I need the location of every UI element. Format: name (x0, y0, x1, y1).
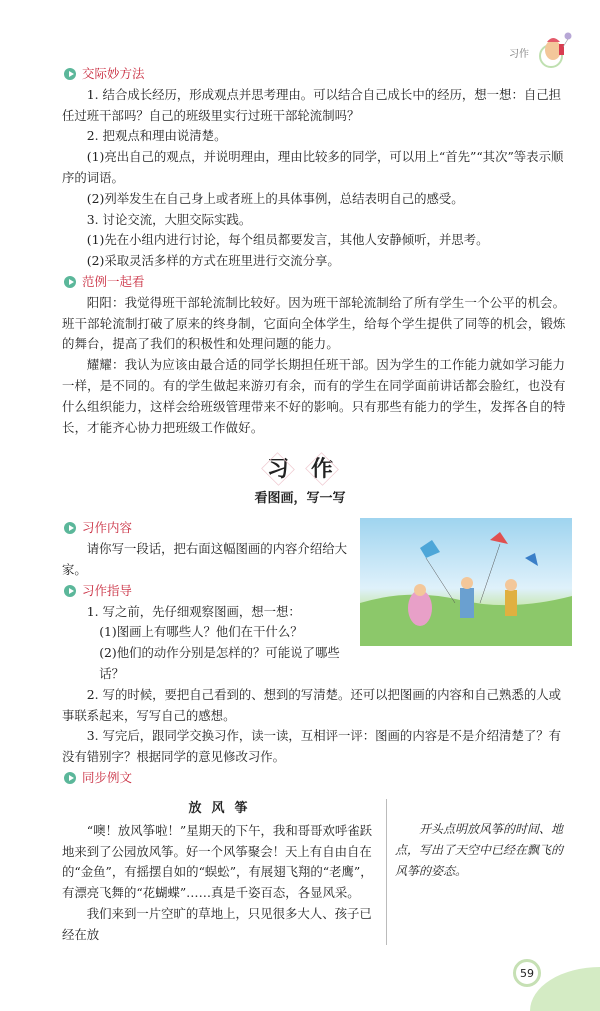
section-communication-tips (62, 64, 572, 438)
heading-text: 同步例文 (82, 769, 133, 785)
paragraph: (2)列举发生在自己身上或者班上的具体事例，总结表明自己的感受。 (86, 190, 464, 206)
paragraph: 3. 写完后，跟同学交换习作，读一读，互相评一评：图画的内容是不是介绍清楚了？有没有错别字？根据同学的意见修改习作。 (62, 728, 562, 765)
margin-note: 开头点明放风筝的时间、地点，写出了天空中已经在飘飞的风筝的姿态。 (386, 799, 572, 946)
play-bullet-icon (64, 276, 76, 288)
section-heading (62, 272, 572, 293)
play-bullet-icon (64, 68, 76, 80)
heading-text: 交际妙方法 (82, 66, 145, 81)
section-heading (62, 768, 572, 789)
paragraph: 1. 结合成长经历，形成观点并思考理由。可以结合自己成长中的经历，想一想：自己担任过班干部吗？自己的班级里实行过班干部轮流制吗？ (62, 86, 562, 123)
paragraph: (2)采取灵活多样的方式在班里进行交流分享。 (86, 253, 340, 269)
play-bullet-icon (64, 772, 76, 784)
paragraph: (1)亮出自己的观点，并说明理由，理由比较多的同学，可以用上“首先”“其次”等表示顺序的词语。 (62, 149, 564, 185)
title-char: 作 (302, 450, 342, 488)
section-heading (62, 581, 572, 602)
page-title (62, 450, 538, 488)
paragraph: 耀耀：我认为应该由最合适的同学长期担任班干部。因为学生的工作能力就如学习能力一样，是不同的。有的学生做起来游刃有余，而有的学生在同学面前讲话都会脸红，也没有什么组织能力，这样会给班级管理带来不好的影响。只有那些有能力的学生，发挥各自的特长，才能齐心协力把班级工作做好。 (62, 357, 566, 435)
paragraph: 阳阳：我觉得班干部轮流制比较好。因为班干部轮流制给了所有学生一个公平的机会。班干部轮流制打破了原来的终身制，它面向全体学生，给每个学生提供了同等的机会，锻炼的舞台，提高了我们的积极性和处理问题的能力。 (62, 294, 566, 352)
section-writing (62, 518, 572, 788)
paragraph: (2)他们的动作分别是怎样的？可能说了哪些话？ (99, 645, 340, 681)
page-subtitle: 看图画，写一写 (254, 491, 346, 507)
section-heading (62, 518, 572, 539)
paragraph: (1)先在小组内进行讨论，每个组员都要发言，其他人安静倾听，并思考。 (86, 232, 489, 248)
paragraph: 2. 写的时候，要把自己看到的、想到的写清楚。还可以把图画的内容和自己熟悉的人或事联系起来，写写自己的感想。 (62, 686, 562, 723)
paragraph: 3. 讨论交流，大胆交际实践。 (86, 211, 252, 227)
page-header (0, 0, 600, 64)
title-char: 习 (258, 450, 298, 488)
paragraph: 请你写一段话，把右面这幅图画的内容介绍给大家。 (62, 541, 347, 577)
heading-text: 范例一起看 (82, 273, 145, 289)
paragraph: “噢！放风筝啦！”星期天的下午，我和哥哥欢呼雀跃地来到了公园放风筝。好一个风筝聚会！天上有自由自在的“金鱼”，有摇摆自如的“蜈蚣”，有展翅飞翔的“老鹰”，有漂亮飞舞的“花蝴蝶”……真是千姿百态，各显风采。 (62, 822, 373, 901)
running-header: 习作 (509, 49, 529, 60)
page-number: 59 (513, 959, 541, 987)
paragraph: (1)图画上有哪些人？他们在干什么？ (99, 624, 303, 640)
essay-title: 放风筝 (188, 800, 258, 816)
sample-essay-row (62, 799, 572, 946)
play-bullet-icon (64, 585, 76, 597)
heading-text: 习作内容 (82, 520, 133, 536)
play-bullet-icon (64, 522, 76, 534)
paragraph: 2. 把观点和理由说清楚。 (86, 128, 227, 144)
paragraph: 1. 写之前，先仔细观察图画，想一想： (86, 603, 301, 619)
section-heading (62, 64, 572, 85)
sample-essay (62, 799, 384, 946)
heading-text: 习作指导 (82, 582, 133, 598)
page-footer (0, 951, 600, 1011)
paragraph: 我们来到一片空旷的草地上，只见很多大人、孩子已经在放 (62, 905, 372, 942)
page-body (62, 64, 572, 945)
